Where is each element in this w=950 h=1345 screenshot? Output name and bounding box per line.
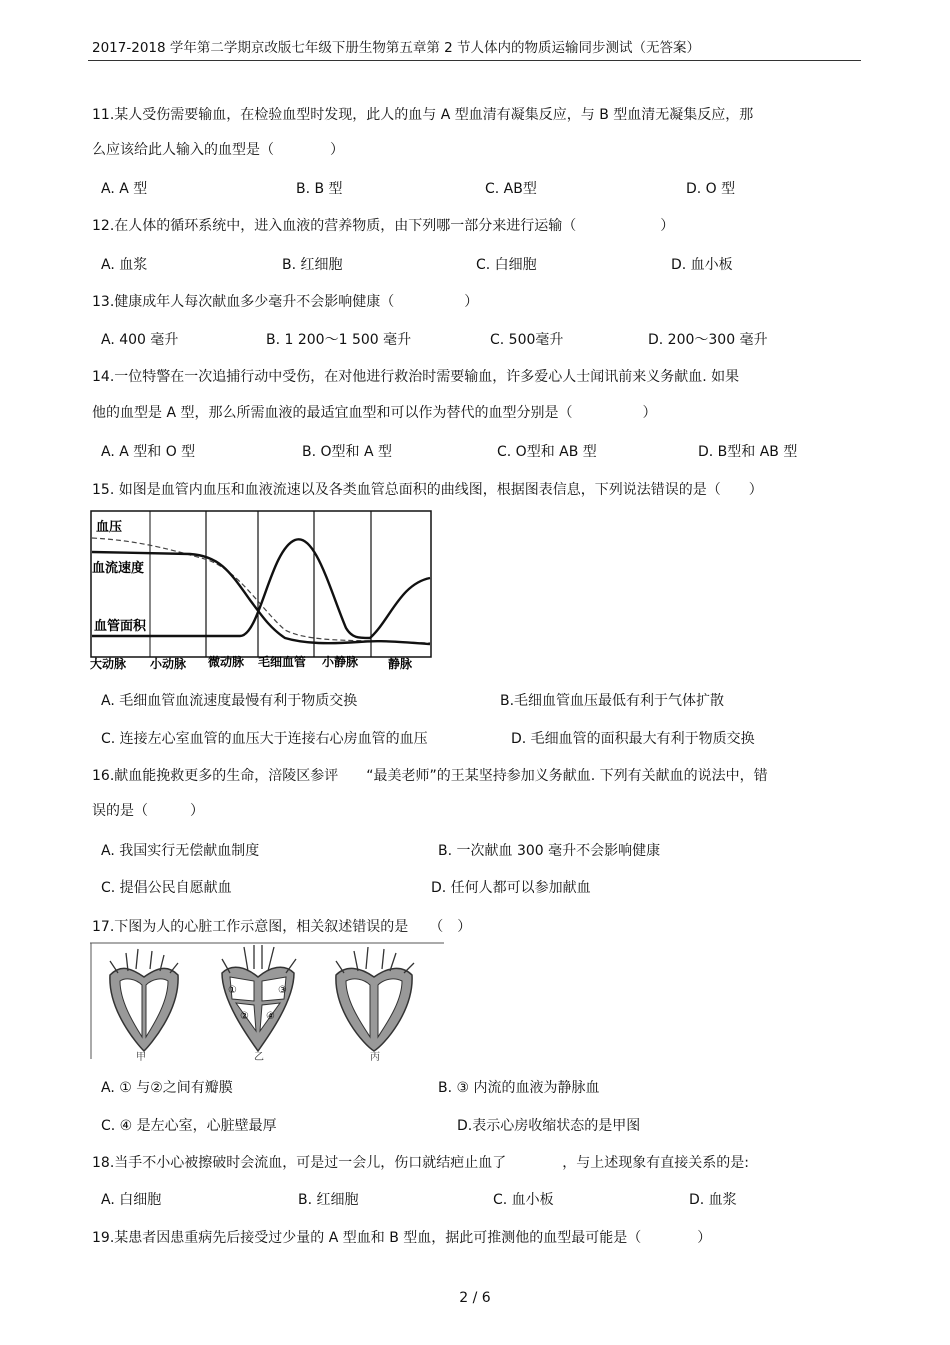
- q12-option-c: C. 白细胞: [476, 257, 537, 273]
- q14-option-b: B. O型和 A 型: [302, 444, 393, 460]
- q12-option-d: D. 血小板: [671, 257, 733, 273]
- q12-stem: 12.在人体的循环系统中，进入血液的营养物质，由下列哪一部分来进行运输（ ）: [92, 218, 675, 234]
- q16-stem-line2: 误的是（ ）: [92, 803, 204, 819]
- heart-yi: [222, 945, 296, 1051]
- q17-option-c: C. ④ 是左心室，心脏壁最厚: [101, 1118, 277, 1134]
- vessel-label-aorta: 大动脉: [90, 657, 127, 671]
- vessel-label-small-artery: 小动脉: [150, 657, 187, 671]
- q16-option-a: A. 我国实行无偿献血制度: [101, 843, 260, 859]
- vessel-label-venule: 小静脉: [322, 655, 359, 669]
- vessel-label-capillary: 毛细血管: [258, 655, 307, 669]
- q13-option-c: C. 500毫升: [490, 332, 564, 348]
- page-header: 2017-2018 学年第二学期京改版七年级下册生物第五章第 2 节人体内的物质运输同步测试（无答案）: [92, 40, 701, 56]
- q14-option-c: C. O型和 AB 型: [497, 444, 597, 460]
- q12-option-b: B. 红细胞: [282, 257, 343, 273]
- vessel-label-vein: 静脉: [388, 657, 413, 671]
- label-pressure: 血压: [96, 520, 123, 535]
- q15-option-c: C. 连接左心室血管的血压大于连接右心房血管的血压: [101, 731, 428, 747]
- q19-stem: 19.某患者因患重病先后接受过少量的 A 型血和 B 型血，据此可推测他的血型最可能是（ ）: [92, 1230, 712, 1246]
- blood-vessel-curve-figure: [90, 510, 432, 672]
- heart-diagram-figure: [90, 941, 444, 1061]
- q17-stem: 17.下图为人的心脏工作示意图，相关叙述错误的是 （ ）: [92, 919, 472, 935]
- mark-2: ②: [240, 1011, 249, 1022]
- q17-option-a: A. ① 与②之间有瓣膜: [101, 1080, 233, 1096]
- q15-stem: 15. 如图是血管内血压和血液流速以及各类血管总面积的曲线图，根据图表信息，下列说法错误的是（ ）: [92, 482, 763, 498]
- q13-option-b: B. 1 200～1 500 毫升: [266, 332, 412, 348]
- q14-stem-line1: 14.一位特警在一次追捕行动中受伤，在对他进行救治时需要输血，许多爱心人士闻讯前来义务献血. 如果: [92, 369, 740, 385]
- q14-option-a: A. A 型和 O 型: [101, 444, 196, 460]
- mark-1: ①: [228, 985, 237, 996]
- q11-stem-line2: 么应该给此人输入的血型是（ ）: [92, 142, 344, 158]
- q11-option-d: D. O 型: [686, 181, 736, 197]
- caption-bing: 丙: [370, 1052, 380, 1061]
- q17-option-b: B. ③ 内流的血液为静脉血: [438, 1080, 600, 1096]
- header-rule: [88, 60, 861, 61]
- q11-option-a: A. A 型: [101, 181, 148, 197]
- q15-option-a: A. 毛细血管血流速度最慢有利于物质交换: [101, 693, 358, 709]
- q18-stem: 18.当手不小心被擦破时会流血，可是过一会儿，伤口就结疤止血了 ，与上述现象有直接关系的是:: [92, 1155, 749, 1171]
- q18-option-a: A. 白细胞: [101, 1192, 162, 1208]
- q15-option-b: B.毛细血管血压最低有利于气体扩散: [500, 693, 725, 709]
- label-speed: 血流速度: [92, 561, 145, 576]
- heart-jia: [110, 949, 178, 1051]
- q13-stem: 13.健康成年人每次献血多少毫升不会影响健康（ ）: [92, 294, 479, 310]
- mark-3: ③: [278, 985, 287, 996]
- q11-option-c: C. AB型: [485, 181, 537, 197]
- q16-option-d: D. 任何人都可以参加献血: [431, 880, 591, 896]
- q18-option-b: B. 红细胞: [298, 1192, 359, 1208]
- mark-4: ④: [266, 1011, 275, 1022]
- q11-stem-line1: 11.某人受伤需要输血，在检验血型时发现，此人的血与 A 型血清有凝集反应，与 B 型血清无凝集反应，那: [92, 107, 754, 123]
- heart-bing: [336, 947, 414, 1051]
- page-number: 2 / 6: [459, 1290, 491, 1306]
- vessel-label-arteriole: 微动脉: [208, 655, 245, 669]
- q17-option-d: D.表示心房收缩状态的是甲图: [457, 1118, 641, 1134]
- q14-stem-line2: 他的血型是 A 型，那么所需血液的最适宜血型和可以作为替代的血型分别是（ ）: [92, 405, 657, 421]
- caption-yi: 乙: [254, 1052, 264, 1061]
- q16-stem-line1: 16.献血能挽救更多的生命，涪陵区参评 “最美老师”的王某坚持参加义务献血. 下列有关献血的说法中，错: [92, 768, 768, 784]
- q13-option-d: D. 200～300 毫升: [648, 332, 768, 348]
- q14-option-d: D. B型和 AB 型: [698, 444, 798, 460]
- q13-option-a: A. 400 毫升: [101, 332, 179, 348]
- q11-option-b: B. B 型: [296, 181, 343, 197]
- q18-option-c: C. 血小板: [493, 1192, 554, 1208]
- q16-option-b: B. 一次献血 300 毫升不会影响健康: [438, 843, 661, 859]
- q12-option-a: A. 血浆: [101, 257, 148, 273]
- q18-option-d: D. 血浆: [689, 1192, 737, 1208]
- q16-option-c: C. 提倡公民自愿献血: [101, 880, 232, 896]
- label-area: 血管面积: [94, 619, 147, 634]
- q15-option-d: D. 毛细血管的面积最大有利于物质交换: [511, 731, 755, 747]
- caption-jia: 甲: [136, 1052, 146, 1061]
